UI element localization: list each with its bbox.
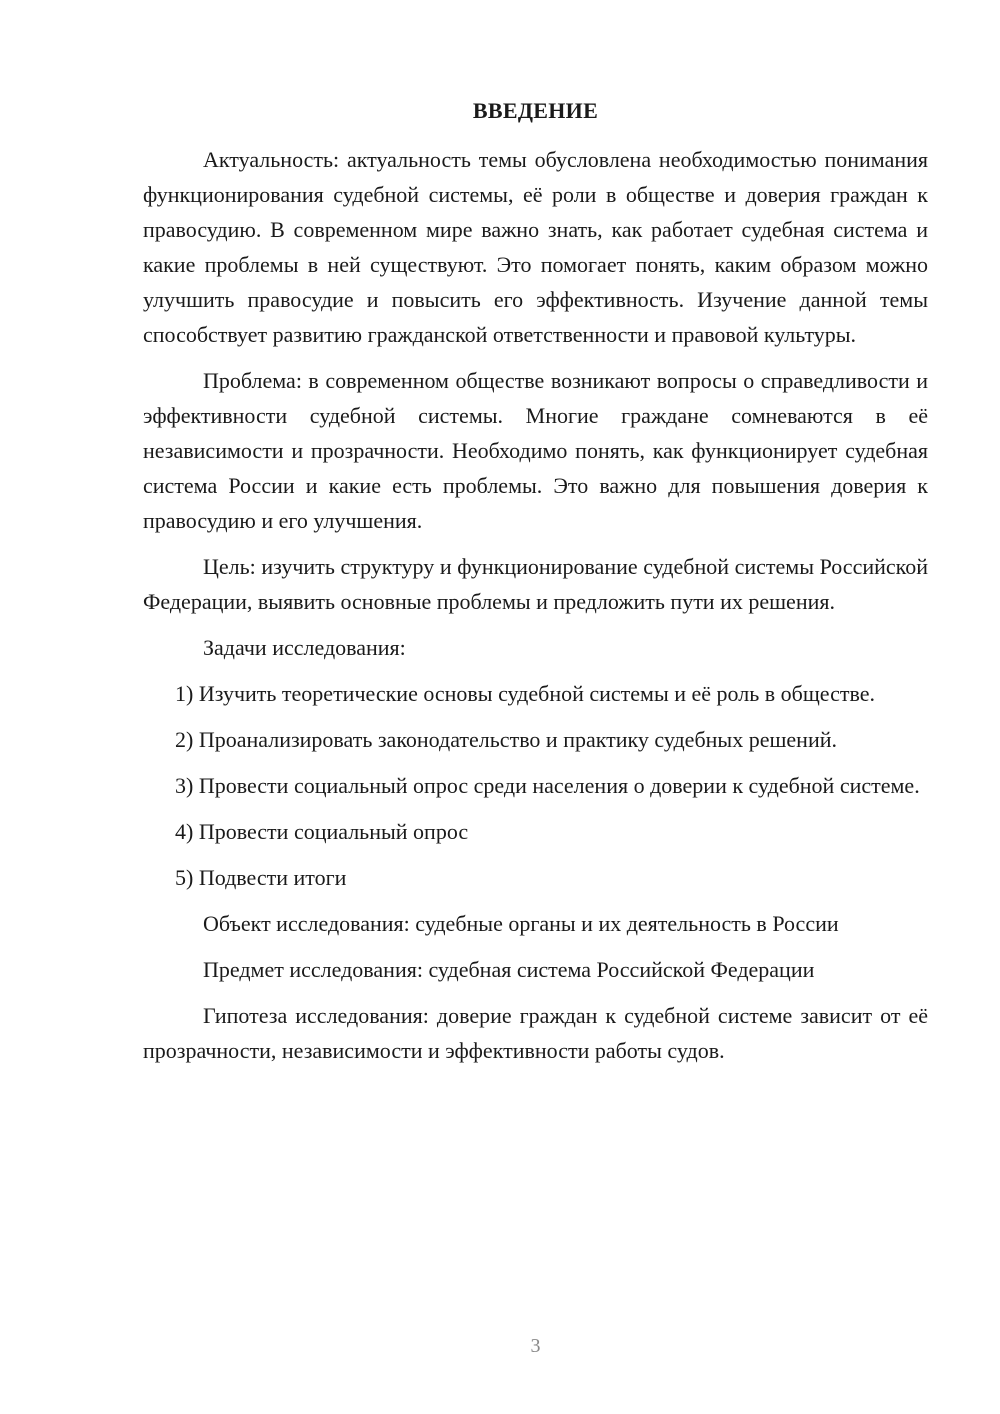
paragraph-goal: Цель: изучить структуру и функционирование судебной системы Российской Федерации, выявить основные проблемы и предложить пути их решения. <box>143 554 928 614</box>
section-title: ВВЕДЕНИЕ <box>472 98 599 123</box>
task-item-5: 5) Подвести итоги <box>175 865 347 890</box>
paragraph-object: Объект исследования: судебные органы и их деятельность в России <box>203 911 839 936</box>
task-item-4: 4) Провести социальный опрос <box>175 819 469 844</box>
task-item-3: 3) Провести социальный опрос среди населения о доверии к судебной системе. <box>175 773 920 798</box>
paragraph-hypothesis: Гипотеза исследования: доверие граждан к судебной системе зависит от её прозрачности, независимости и эффективности работы судов. <box>143 1003 928 1063</box>
page-number: 3 <box>530 1335 541 1357</box>
paragraph-tasks-heading: Задачи исследования: <box>203 635 406 660</box>
document-body <box>143 142 928 1068</box>
paragraph-problem: Проблема: в современном обществе возникают вопросы о справедливости и эффективности судебной системы. Многие граждане сомневаются в её независимости и прозрачности. Необходимо понять, как функционирует судебная система России и какие есть проблемы. Это важно для повышения доверия к правосудию и его улучшения. <box>143 368 928 533</box>
paragraph-subject: Предмет исследования: судебная система Российской Федерации <box>203 957 815 982</box>
task-item-2: 2) Проанализировать законодательство и практику судебных решений. <box>175 727 837 752</box>
paragraph-relevance: Актуальность: актуальность темы обусловлена необходимостью понимания функционирования судебной системы, её роли в обществе и доверия граждан к правосудию. В современном мире важно знать, как работает судебная система и какие проблемы в ней существуют. Это помогает понять, каким образом можно улучшить правосудие и повысить его эффективность. Изучение данной темы способствует развитию гражданской ответственности и правовой культуры. <box>143 147 928 347</box>
task-item-1: 1) Изучить теоретические основы судебной системы и её роль в обществе. <box>175 681 876 706</box>
